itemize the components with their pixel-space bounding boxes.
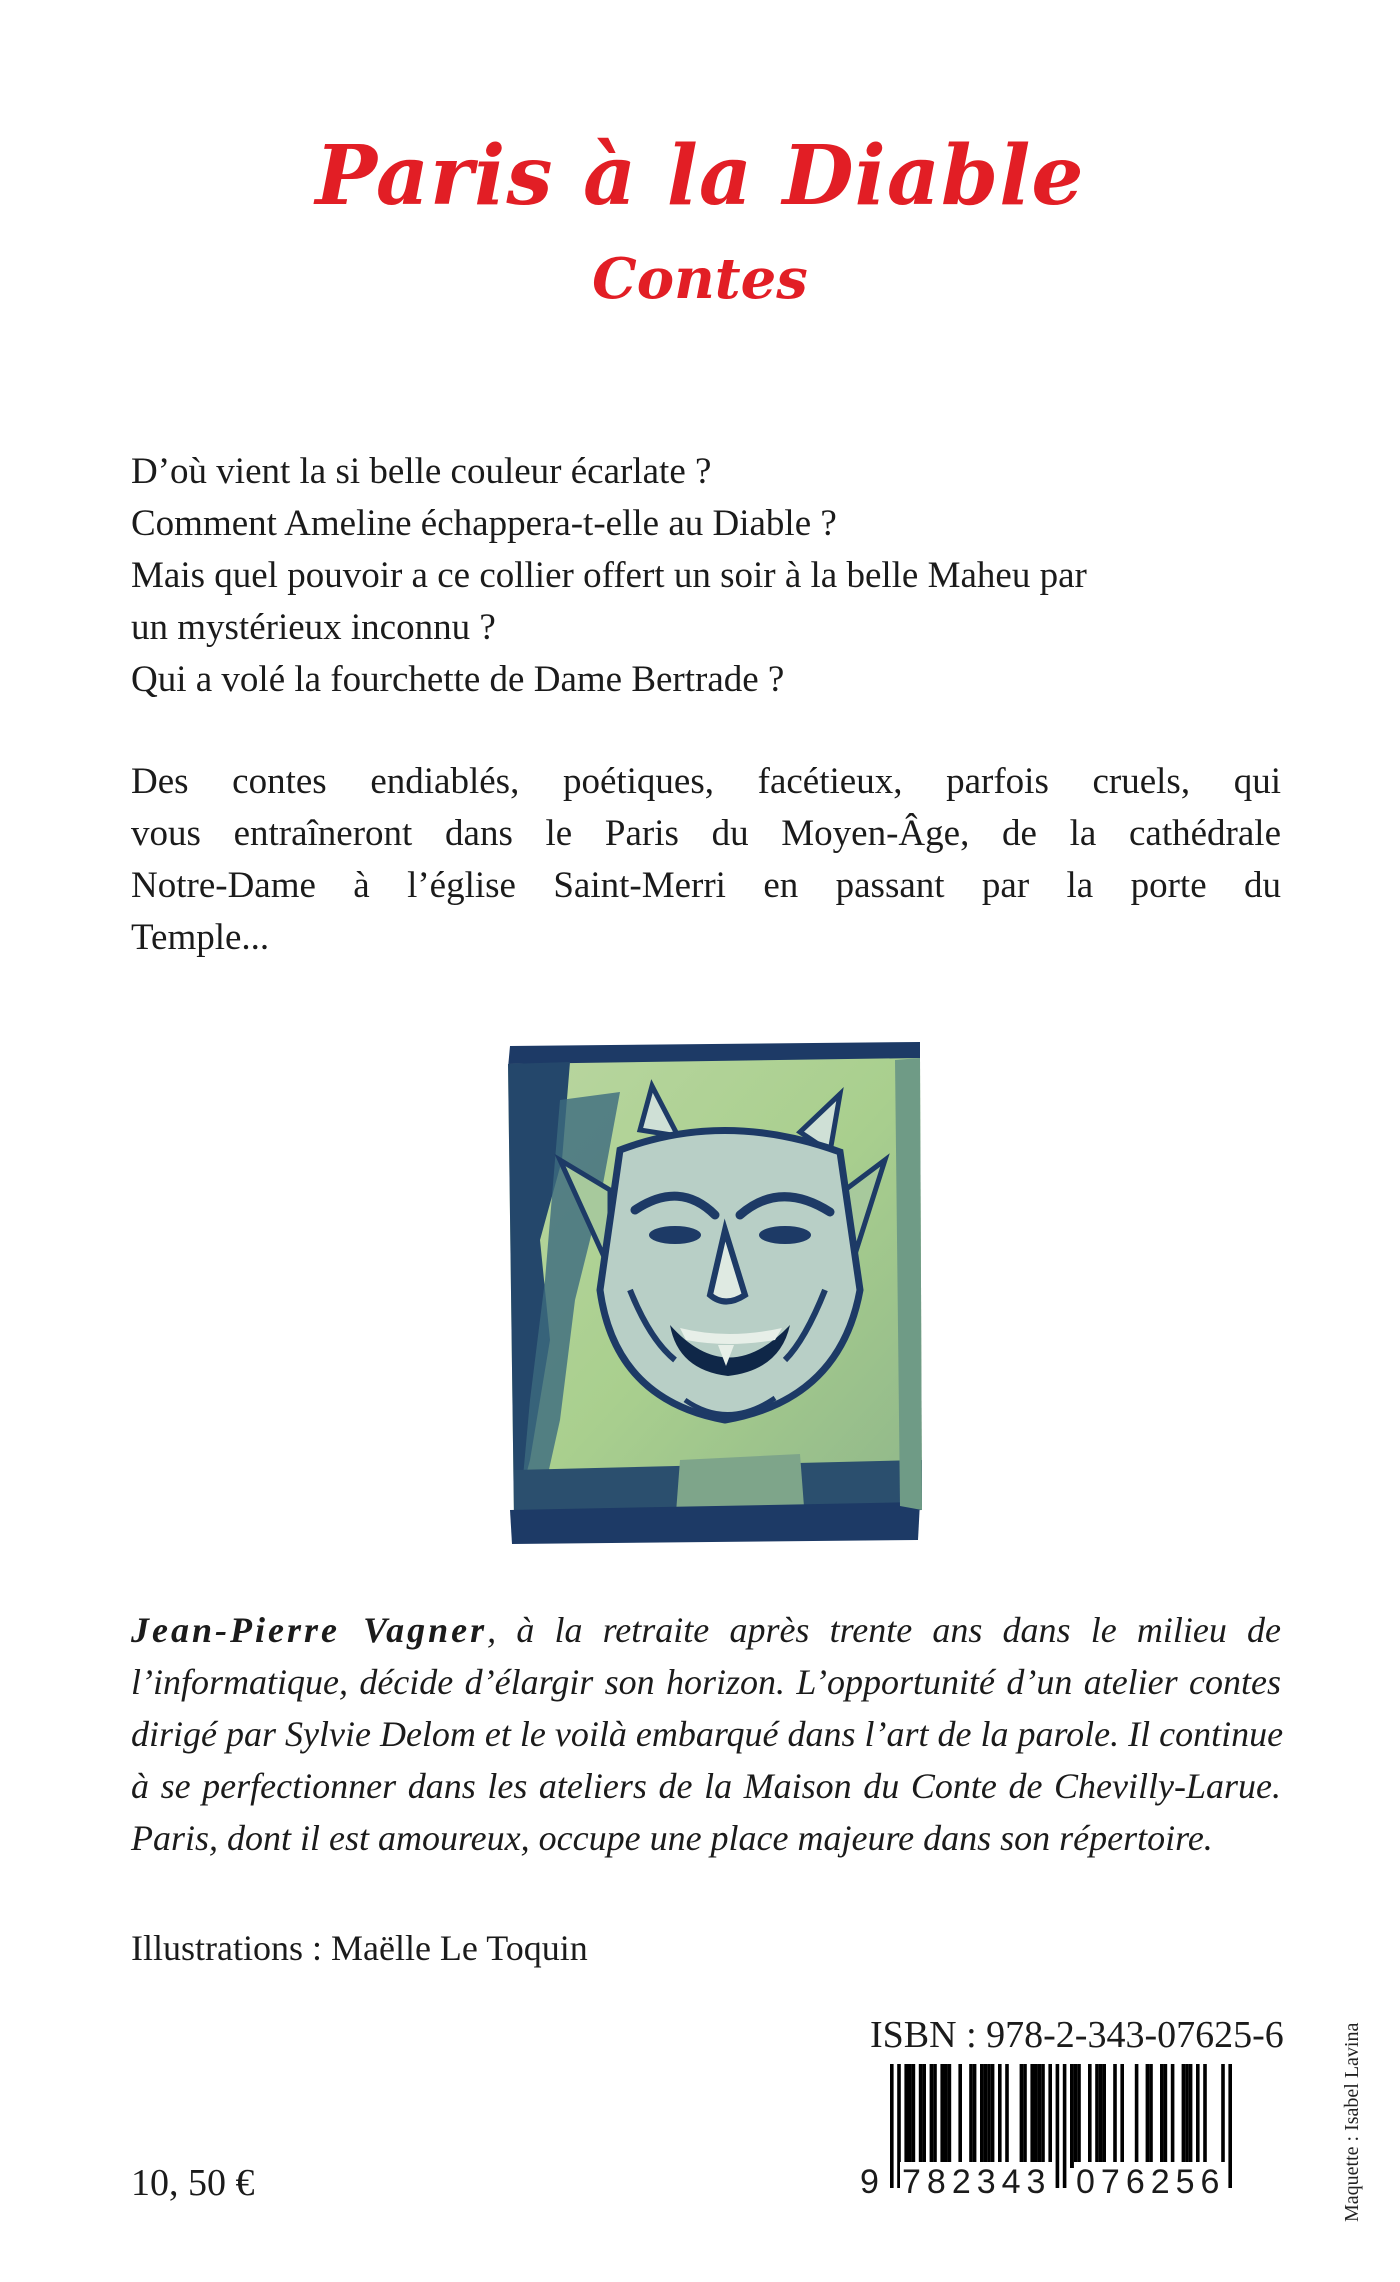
- barcode-bar: [890, 2064, 894, 2188]
- barcode-bar: [1160, 2064, 1164, 2168]
- layout-credit: Maquette : Isabel Lavina: [1341, 2022, 1363, 2222]
- price: 10, 50 €: [131, 2162, 255, 2204]
- barcode-bar: [1056, 2064, 1060, 2188]
- description-line: Des contes endiablés, poétiques, facétieux, parfois cruels, qui: [131, 761, 1281, 802]
- barcode-bar: [973, 2064, 977, 2168]
- bio-line: l’informatique, décide d’élargir son horizon. L’opportunité d’un atelier contes: [131, 1662, 1281, 1702]
- barcode-bar: [1063, 2064, 1067, 2188]
- barcode-bar: [948, 2064, 952, 2168]
- description-line: vous entraîneront dans le Paris du Moyen-Âge, de la cathédrale: [131, 813, 1281, 854]
- description-line: Temple...: [131, 917, 270, 958]
- barcode-bar: [912, 2064, 916, 2168]
- intro-line: Comment Ameline échappera-t-elle au Diable ?: [131, 503, 837, 544]
- barcode-bar: [991, 2064, 995, 2168]
- barcode-bar: [919, 2064, 923, 2168]
- barcode-bar: [969, 2064, 973, 2168]
- barcode-bar: [933, 2064, 937, 2168]
- barcode-bar: [940, 2064, 944, 2168]
- barcode-bar: [1088, 2064, 1092, 2168]
- barcode-bar: [1228, 2064, 1232, 2188]
- isbn: ISBN : 978-2-343-07625-6: [870, 2014, 1284, 2056]
- barcode-bar: [1020, 2064, 1024, 2168]
- barcode-bar: [1070, 2064, 1074, 2168]
- illustrations-credit: Illustrations : Maëlle Le Toquin: [131, 1928, 588, 1968]
- barcode-bar: [1113, 2064, 1117, 2168]
- barcode-bar: [1034, 2064, 1038, 2168]
- barcode-bar: [1196, 2064, 1200, 2168]
- intro-line: Mais quel pouvoir a ce collier offert un soir à la belle Maheu par: [131, 555, 1087, 596]
- barcode-bar: [1030, 2064, 1034, 2168]
- barcode-bar: [1149, 2064, 1153, 2168]
- barcode-bar: [1120, 2064, 1124, 2168]
- barcode-digit-first: 9: [860, 2163, 879, 2201]
- barcode-bar: [1164, 2064, 1168, 2168]
- gargoyle-illustration: [500, 1040, 925, 1545]
- barcode-bar: [1146, 2064, 1150, 2168]
- barcode-bar: [1189, 2064, 1193, 2168]
- barcode-bar: [984, 2064, 988, 2168]
- description-paragraph: [131, 756, 1281, 964]
- intro-line: D’où vient la si belle couleur écarlate ?: [131, 451, 712, 492]
- barcode-bar: [1077, 2064, 1081, 2168]
- bio-line: Paris, dont il est amoureux, occupe une place majeure dans son répertoire.: [131, 1818, 1213, 1858]
- barcode-bar: [1095, 2064, 1099, 2168]
- intro-line: un mystérieux inconnu ?: [131, 607, 496, 648]
- barcode-bar: [998, 2064, 1002, 2168]
- barcode-bar: [1023, 2064, 1027, 2168]
- bio-line: à se perfectionner dans les ateliers de la Maison du Conte de Chevilly-Larue.: [131, 1766, 1281, 1806]
- barcode-bar: [1102, 2064, 1106, 2168]
- book-title: Paris à la Diable: [315, 128, 1085, 224]
- barcode-bar: [1005, 2064, 1009, 2168]
- barcode-bar: [908, 2064, 912, 2168]
- barcode-bar: [980, 2064, 984, 2168]
- barcode-digits-right: 076256: [1076, 2163, 1226, 2201]
- intro-line: Qui a volé la fourchette de Dame Bertrade ?: [131, 659, 785, 700]
- bio-line: [131, 1604, 1281, 1656]
- barcode-bar: [1074, 2064, 1078, 2168]
- author-name: Jean-Pierre Vagner: [131, 1610, 488, 1650]
- book-subtitle: Contes: [592, 246, 808, 312]
- barcode-digits-left: 782343: [902, 2163, 1052, 2201]
- barcode-bar: [958, 2064, 962, 2168]
- barcode-bar: [1048, 2064, 1052, 2168]
- bio-line: dirigé par Sylvie Delom et le voilà embarqué dans l’art de la parole. Il continue: [131, 1714, 1284, 1754]
- bio-text: , à la retraite après trente ans dans le milieu de: [487, 1610, 1281, 1650]
- barcode-bar: [1171, 2064, 1175, 2168]
- intro-questions: [131, 446, 1281, 706]
- barcode-bar: [930, 2064, 934, 2168]
- barcode-bar: [1041, 2064, 1045, 2168]
- barcode-bar: [944, 2064, 948, 2168]
- barcode-bar: [1135, 2064, 1139, 2168]
- barcode-bar: [922, 2064, 926, 2168]
- author-bio: [131, 1604, 1284, 1864]
- barcode-bar: [1038, 2064, 1042, 2168]
- barcode-bar: [1185, 2064, 1189, 2168]
- barcode-bar: [1203, 2064, 1207, 2168]
- description-line: Notre-Dame à l’église Saint-Merri en passant par la porte du: [131, 865, 1281, 906]
- barcode-bar: [1182, 2064, 1186, 2168]
- barcode-bar: [987, 2064, 991, 2168]
- barcode-bar: [904, 2064, 908, 2168]
- barcode-bar: [1099, 2064, 1103, 2168]
